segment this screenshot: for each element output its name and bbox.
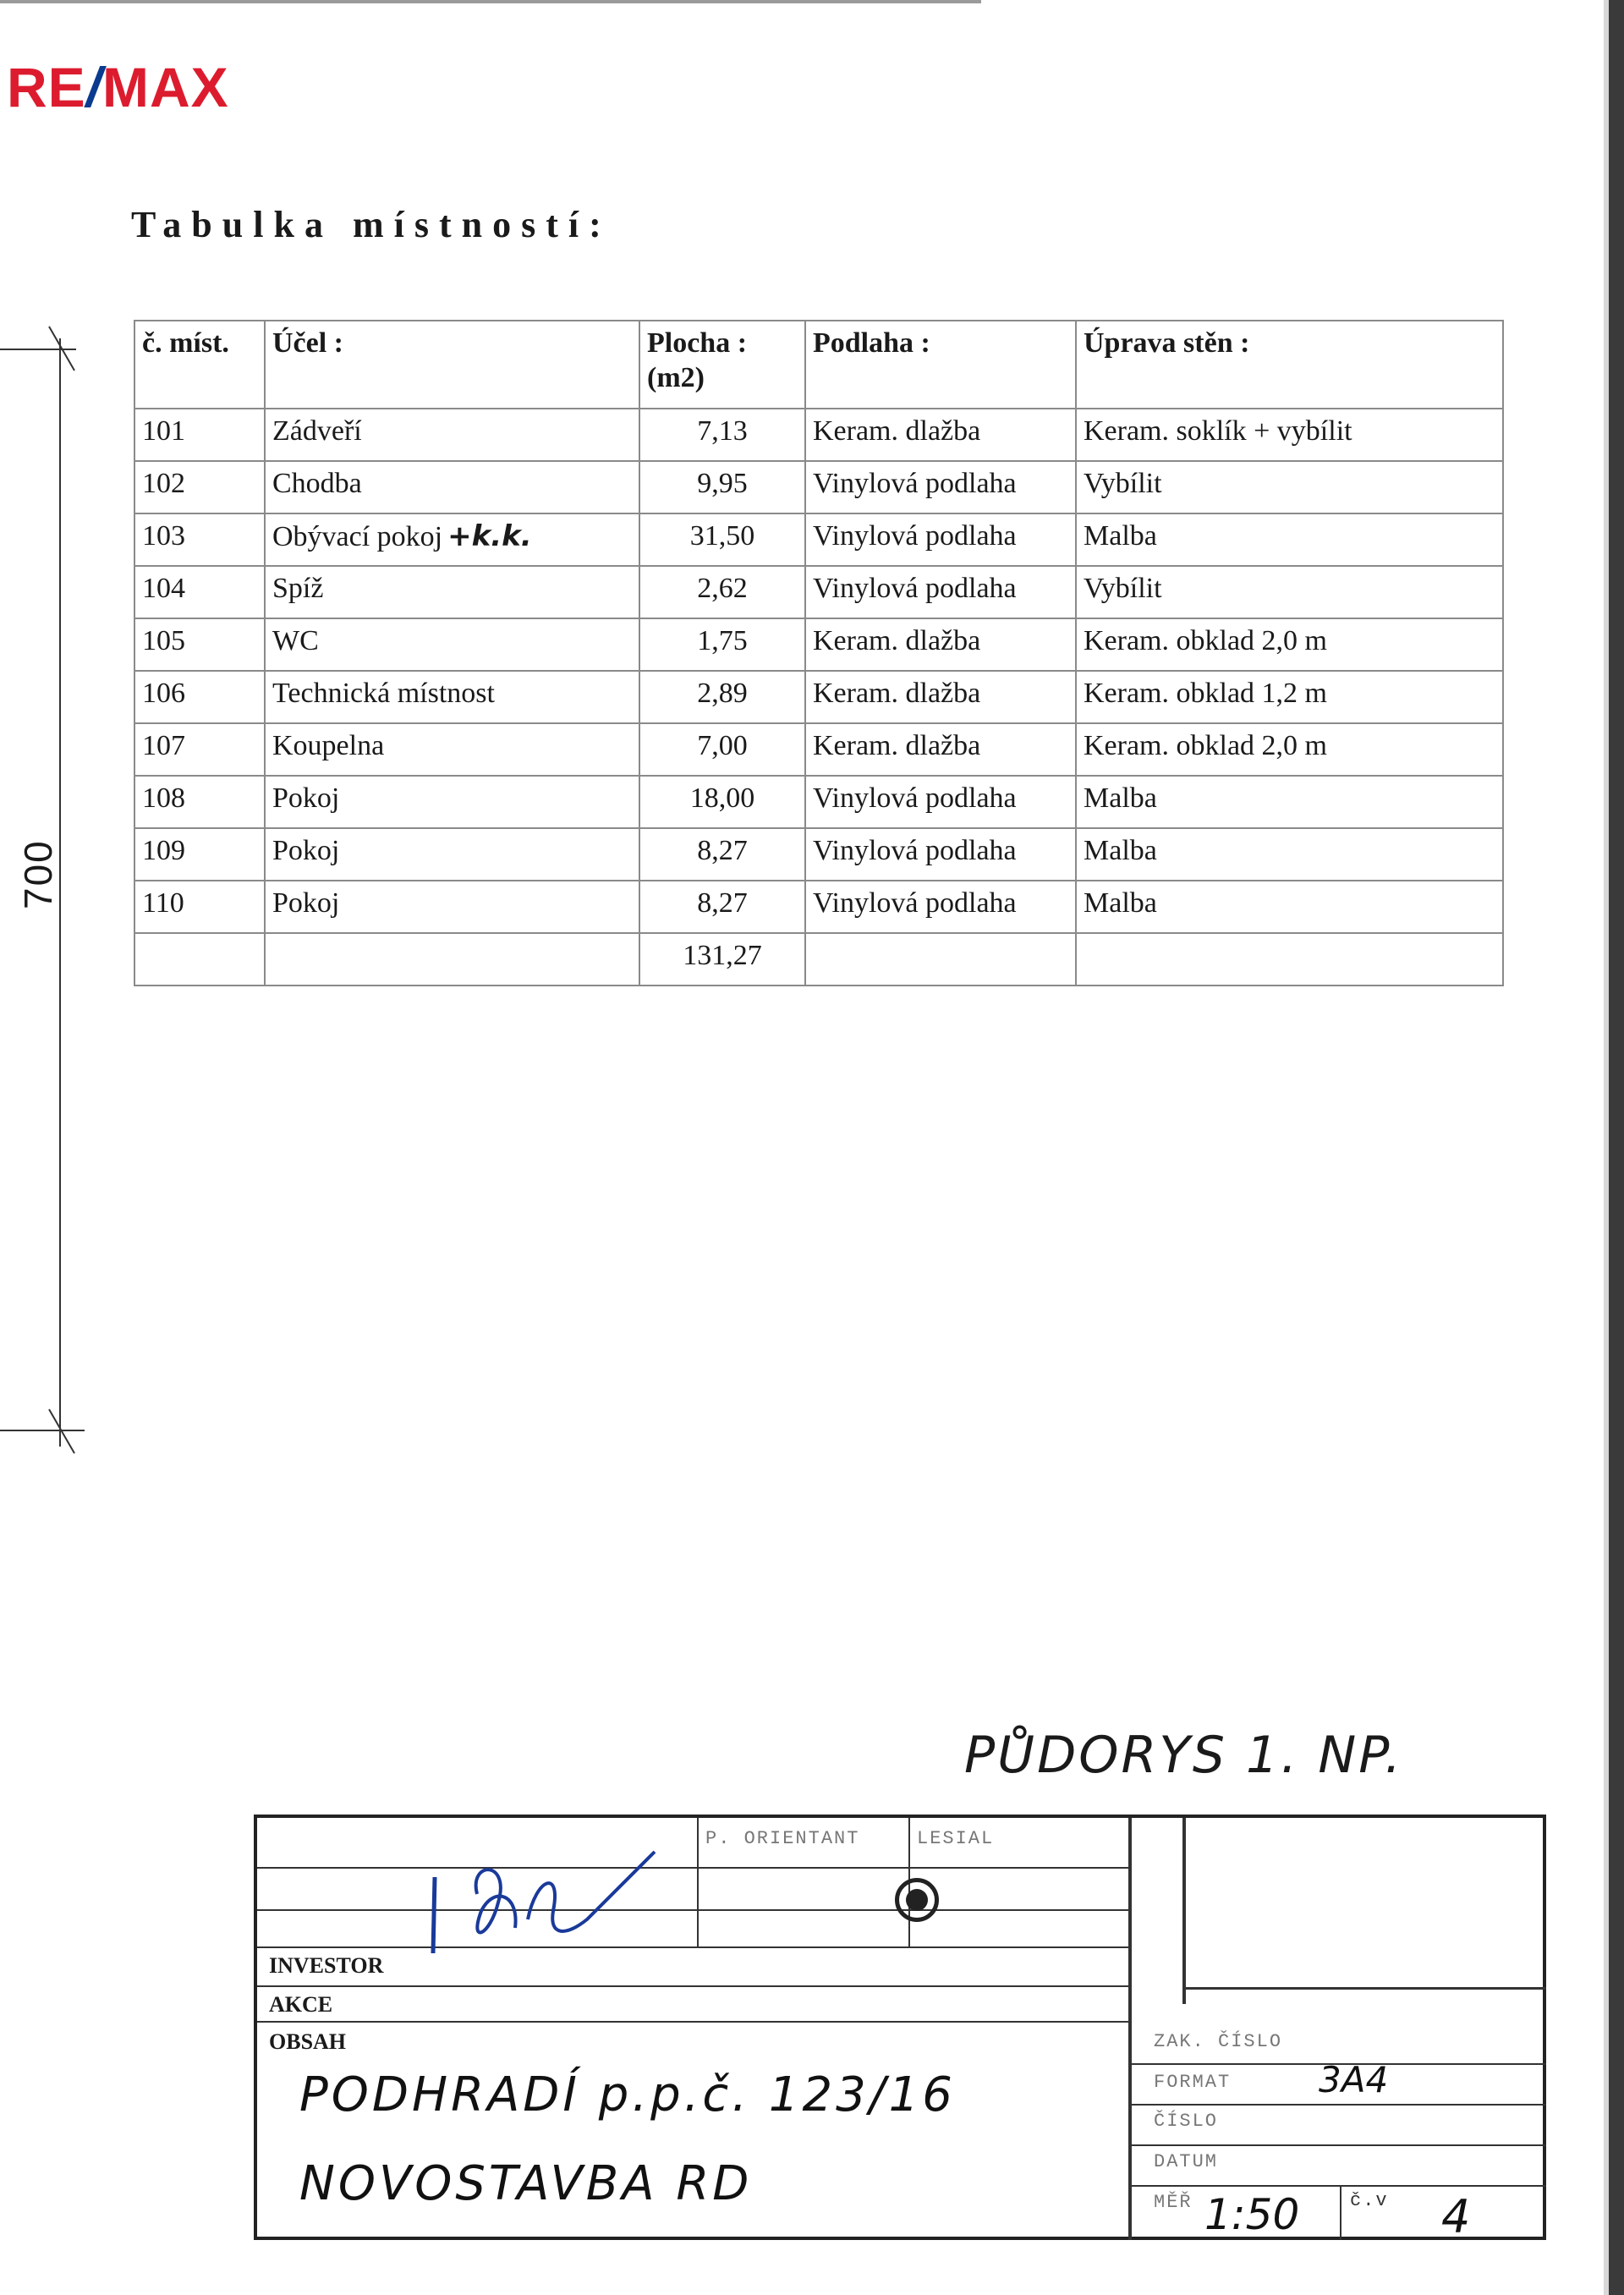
area-cell-text: 7,00 (697, 730, 748, 761)
plan-title: PŮDORYS 1. NP. (964, 1726, 1404, 1785)
stamp-rule-right (1182, 1987, 1546, 1990)
room-number-cell-text: 108 (142, 782, 185, 814)
table-row (134, 828, 1503, 881)
walls-cell-text: Keram. obklad 1,2 m (1084, 678, 1327, 709)
area-cell-text: 8,27 (697, 887, 748, 919)
purpose-cell-text: Spíž (272, 573, 324, 604)
room-number-cell-text: 105 (142, 625, 185, 656)
purpose-cell (265, 461, 639, 513)
stamp-emblem-inner (906, 1889, 928, 1911)
table-row (134, 409, 1503, 461)
area-cell-text: 18,00 (689, 782, 755, 814)
stamp-divider-emblem (1182, 1818, 1186, 2004)
purpose-cell-text: Chodba (272, 468, 362, 499)
area-cell (639, 881, 805, 933)
table-total-row (134, 933, 1503, 986)
obsah-label: OBSAH (269, 2029, 347, 2054)
room-number-cell (134, 881, 265, 933)
investor-label: INVESTOR (269, 1953, 384, 1978)
stamp-faint-zak: ZAK. ČÍSLO (1154, 2031, 1283, 2052)
header-walls: Úprava stěn : (1076, 321, 1503, 409)
header-area: Plocha : (m2) (639, 321, 805, 409)
area-cell (639, 776, 805, 828)
floor-cell (805, 566, 1076, 618)
empty-cell (1076, 933, 1503, 986)
purpose-cell-text: Pokoj (272, 887, 340, 919)
sheet-number: 4 (1441, 2190, 1471, 2243)
area-cell-text: 31,50 (689, 520, 755, 552)
floor-cell-text: Vinylová podlaha (813, 520, 1017, 552)
room-number-cell-text: 102 (142, 468, 185, 499)
area-cell (639, 618, 805, 671)
stamp-rule (257, 1909, 1128, 1911)
purpose-cell-text: Obývací pokoj (272, 521, 443, 552)
purpose-cell-text: Zádveří (272, 415, 362, 447)
floor-cell-text: Keram. dlažba (813, 625, 981, 656)
walls-cell (1076, 881, 1503, 933)
room-number-cell-text: 101 (142, 415, 185, 447)
room-number-cell (134, 409, 265, 461)
purpose-cell-text: Koupelna (272, 730, 385, 761)
room-number-cell-text: 109 (142, 835, 185, 866)
total-area-cell: 131,27 (639, 933, 805, 986)
floor-cell-text: Keram. dlažba (813, 730, 981, 761)
floor-cell-text: Vinylová podlaha (813, 573, 1017, 604)
purpose-cell-text: WC (272, 625, 319, 656)
purpose-cell-text: Pokoj (272, 835, 340, 866)
content-line-2: NOVOSTAVBA RD (299, 2156, 753, 2211)
walls-cell-text: Keram. obklad 2,0 m (1084, 625, 1327, 656)
room-number-cell (134, 671, 265, 723)
table-row (134, 723, 1503, 776)
floor-cell-text: Vinylová podlaha (813, 468, 1017, 499)
table-row (134, 776, 1503, 828)
floor-cell-text: Keram. dlažba (813, 415, 981, 447)
floor-cell-text: Keram. dlažba (813, 678, 981, 709)
area-cell (639, 828, 805, 881)
floor-cell-text: Vinylová podlaha (813, 887, 1017, 919)
floor-cell (805, 776, 1076, 828)
stamp-faint-header-1: P. ORIENTANT (705, 1828, 860, 1849)
content-line-1: PODHRADÍ p.p.č. 123/16 (299, 2067, 956, 2122)
purpose-cell (265, 828, 639, 881)
walls-cell-text: Malba (1084, 835, 1157, 866)
walls-cell-text: Vybílit (1084, 468, 1162, 499)
floor-cell-text: Vinylová podlaha (813, 782, 1017, 814)
floor-cell (805, 828, 1076, 881)
area-cell (639, 409, 805, 461)
walls-cell (1076, 566, 1503, 618)
room-number-cell-text: 110 (142, 887, 184, 919)
scan-top-edge (0, 0, 981, 3)
area-cell (639, 513, 805, 566)
area-cell-text: 7,13 (697, 415, 748, 447)
stamp-rule (257, 1985, 1128, 1987)
table-row (134, 461, 1503, 513)
room-number-cell (134, 566, 265, 618)
walls-cell (1076, 461, 1503, 513)
area-cell-text: 8,27 (697, 835, 748, 866)
stamp-faint-meritko: MĚŘ (1154, 2192, 1193, 2213)
walls-cell-text: Malba (1084, 782, 1157, 814)
stamp-divider (697, 1818, 699, 1946)
room-number-cell (134, 723, 265, 776)
page-title: Tabulka místností: (131, 204, 612, 245)
walls-cell-text: Keram. obklad 2,0 m (1084, 730, 1327, 761)
stamp-rule (257, 1946, 1128, 1948)
walls-cell (1076, 409, 1503, 461)
area-cell-text: 2,62 (697, 573, 748, 604)
stamp-rule-right (1132, 2104, 1546, 2106)
floor-cell (805, 513, 1076, 566)
room-number-cell (134, 618, 265, 671)
rooms-table (134, 320, 1504, 986)
floor-cell (805, 723, 1076, 776)
format-value: 3A4 (1319, 2059, 1389, 2100)
stamp-rule (257, 1867, 1128, 1869)
floor-cell (805, 461, 1076, 513)
purpose-cell (265, 566, 639, 618)
dimension-label: 700 (16, 839, 60, 909)
area-cell-text: 1,75 (697, 625, 748, 656)
area-cell (639, 671, 805, 723)
table-row (134, 881, 1503, 933)
stamp-faint-datum: DATUM (1154, 2151, 1219, 2172)
room-number-cell-text: 106 (142, 678, 185, 709)
table-row (134, 618, 1503, 671)
stamp-rule-right (1132, 2185, 1546, 2187)
walls-cell (1076, 828, 1503, 881)
stamp-divider-main (1128, 1818, 1132, 2240)
purpose-cell (265, 513, 639, 566)
walls-cell-text: Malba (1084, 887, 1157, 919)
dimension-slash-bottom (48, 1409, 75, 1454)
purpose-cell (265, 776, 639, 828)
walls-cell-text: Malba (1084, 520, 1157, 552)
logo-max: MAX (102, 56, 229, 118)
walls-cell-text: Vybílit (1084, 573, 1162, 604)
stamp-emblem (895, 1878, 939, 1922)
floor-cell (805, 409, 1076, 461)
walls-cell (1076, 513, 1503, 566)
floor-cell-text: Vinylová podlaha (813, 835, 1017, 866)
purpose-cell (265, 409, 639, 461)
stamp-faint-format: FORMAT (1154, 2072, 1232, 2093)
area-cell (639, 723, 805, 776)
room-number-cell (134, 461, 265, 513)
header-floor: Podlaha : (805, 321, 1076, 409)
room-number-cell-text: 104 (142, 573, 185, 604)
header-purpose: Účel : (265, 321, 639, 409)
room-number-cell (134, 828, 265, 881)
area-cell-text: 2,89 (697, 678, 748, 709)
scale-value: 1:50 (1204, 2190, 1300, 2239)
empty-cell (134, 933, 265, 986)
logo-re: RE (7, 56, 86, 118)
walls-cell (1076, 776, 1503, 828)
stamp-faint-cislo: ČÍSLO (1154, 2111, 1219, 2132)
empty-cell (265, 933, 639, 986)
empty-cell (805, 933, 1076, 986)
remax-logo (7, 56, 229, 118)
akce-label: AKCE (269, 1992, 333, 2017)
walls-cell (1076, 723, 1503, 776)
room-number-cell-text: 103 (142, 520, 185, 552)
dimension-tick-top (0, 349, 76, 350)
sheet-prefix: č.v (1350, 2190, 1389, 2211)
header-room-number: č. míst. (134, 321, 265, 409)
room-number-cell (134, 776, 265, 828)
table-row (134, 566, 1503, 618)
dimension-tick-bottom (0, 1430, 85, 1431)
room-number-cell-text: 107 (142, 730, 185, 761)
purpose-cell (265, 671, 639, 723)
floor-cell (805, 881, 1076, 933)
purpose-cell-text: Pokoj (272, 782, 340, 814)
table-row (134, 671, 1503, 723)
title-block (254, 1815, 1546, 2243)
stamp-faint-header-2: LESIAL (917, 1828, 995, 1849)
scan-right-edge (1609, 0, 1624, 2295)
stamp-rule-right (1132, 2144, 1546, 2146)
purpose-cell (265, 618, 639, 671)
purpose-cell-text: Technická místnost (272, 678, 495, 709)
purpose-cell (265, 881, 639, 933)
purpose-extra-note: +k.k. (447, 519, 532, 553)
area-cell (639, 461, 805, 513)
walls-cell (1076, 671, 1503, 723)
walls-cell (1076, 618, 1503, 671)
area-cell (639, 566, 805, 618)
floor-cell (805, 671, 1076, 723)
floor-cell (805, 618, 1076, 671)
area-cell-text: 9,95 (697, 468, 748, 499)
stamp-divider-sheet (1340, 2185, 1341, 2240)
purpose-cell (265, 723, 639, 776)
table-header-row (134, 321, 1503, 409)
logo-slash: / (85, 56, 103, 118)
room-number-cell (134, 513, 265, 566)
table-row (134, 513, 1503, 566)
signature (418, 1843, 672, 1962)
stamp-rule (257, 2021, 1128, 2023)
walls-cell-text: Keram. soklík + vybílit (1084, 415, 1352, 447)
